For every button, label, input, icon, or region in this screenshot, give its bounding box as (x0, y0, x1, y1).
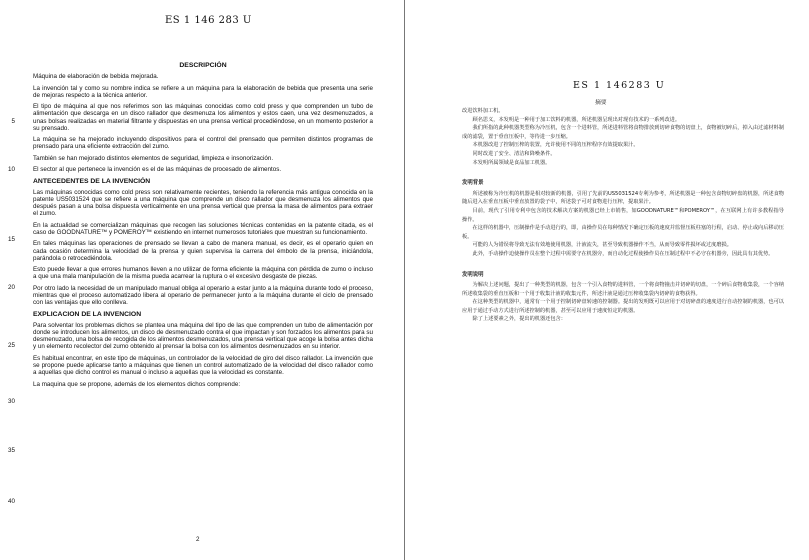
line-number: 10 (8, 166, 15, 173)
doc-number: ES 1 146283 U (573, 80, 666, 91)
line-number: 5 (11, 118, 15, 125)
section-heading-background: ANTECEDENTES DE LA INVENCIÓN (33, 177, 151, 185)
paragraph: 本机器改进了控制压榨的装置，允许使用不同的压榨程序有效提取果汁。 (472, 142, 639, 149)
line-number: 40 (8, 498, 15, 505)
paragraph: Por otro lado la necesidad de un manipulado manual obliga al operario a estar junto a la máquina durante todo el proceso, mientras que el proceso automatizado libera al operario de permanecer junto a la máquina durante el ciclo de prensado con las ventajas que ello conlleva. (33, 284, 373, 307)
paragraph: La maquina que se propone, además de los elementos dichos comprende: (33, 380, 241, 388)
paragraph: 在这种类型的机器中，通常有一个用于控制切碎盘转速的控制器。提出的发明既可以应用于对切碎盘的速度进行自动控制的机器，也可以应用于通过手动方式进行所述控制的机器，甚至可以应用于速度恒定的机器。 (462, 299, 784, 314)
paragraph: 所述被称为冷压机的机器是相对较新的机器，引用了先前的US5031524专利为参考，所述机器是一种包含食物切碎盘的机器，所述食物随后进入在垂直压板中垂直放置的袋子中，所述袋子可对食物进行压榨，提取果汁。 (462, 190, 784, 206)
paragraph: Para solventar los problemas dichos se plantea una máquina del tipo de las que comprenden un tubo de alimentación por donde se introducen los alimentos, un disco de desmenuzado contra el que impactan y son forzados los alimentos para su desmenuzado, una bolsa de recogida de los alimentos desmenuzados, una prensa vertical que acoge la bolsa antes dicha y un elemento recolector del zumo obtenido al prensar la bolsa con los alimentos desmenuzados en su interior. (33, 321, 373, 351)
paragraph: Esto puede llevar a que errores humanos lleven a no utilizar de forma eficiente la máquina con pérdida de zumo o incluso a que una mala manipulación de la misma pueda acarrear la ruptura o el excesivo desgaste de piezas. (33, 266, 373, 281)
line-number: 25 (8, 342, 15, 349)
line-number: 15 (8, 236, 15, 243)
left-page-body (33, 62, 373, 392)
section-heading-explanation: EXPLICACION DE LA INVENCION (33, 310, 142, 318)
paragraph: 顾名思义，本发明是一种用于加工饮料的机器，所述机器呈现出对现有技术的一系列改进。 (472, 116, 681, 123)
paragraph: 本发明所属领域是食品加工机器。 (472, 159, 551, 166)
description-heading: DESCRIPCIÓN (179, 62, 227, 69)
section-heading-background: 发明背景 (462, 180, 484, 187)
paragraph: 在这样的机器中，压制操作是手动进行的，即，由操作员在每种情况下确定压板的速度并监督压板柱塞的行程，启动、停止或向后移动压板。 (462, 225, 784, 240)
paragraph: Es habitual encontrar, en este tipo de máquinas, un controlador de la velocidad de giro del disco rallador. La invención que se propone puede aplicarse tanto a máquinas que tienen un control automatizado de la velocidad del disco rallador como a aquellas que dicho control es manual o incluso a aquellas que la velocidad es constante. (33, 354, 373, 377)
right-page-chinese (405, 0, 809, 560)
paragraph: Las máquinas conocidas como cold press son relativamente recientes, teniendo la referencia más antigua conocida en la patente US5031524 que se refiere a una máquina que comprende un disco rallador que desmenuza los alimentos que después pasan a una bolsa dispuesta verticalmente en una prensa vertical que prensa la masa de alimentos para extraer el zumo. (33, 188, 373, 218)
section-heading-explanation: 发明说明 (462, 271, 484, 278)
paragraph: En la actualidad se comercializan máquinas que recogen las soluciones técnicas contenidas en la patente citada, es el caso de GOODNATURE™ y POMEROY™ existiendo en internet numerosos tutoriales que muestran su funcionamiento. (33, 221, 373, 236)
line-number: 30 (8, 398, 15, 405)
paragraph: La invención tal y como su nombre indica se refiere a un máquina para la elaboración de bebida que presenta una serie de mejoras respecto a la técnica anterior. (33, 84, 373, 99)
paragraph: También se han mejorado distintos elementos de seguridad, limpieza e insonorización. (33, 154, 274, 162)
paragraph: 目前，现代了引用专利中包含的技术解决方案的机器已经上市销售，如GOODNATURE™和POMEROY™，在互联网上有许多教程指导操作。 (462, 207, 784, 223)
paragraph: El sector al que pertenece la invención es el de las máquinas de procesado de alimentos. (33, 166, 282, 174)
paragraph: 我们所指的此种机器类型称为冷压机，包含一个进料管，所述进料管将食物排放到切碎食物的切盘上，食物被切碎后，掉入由过滤材料制成的滤袋，置于垂直压板中，等待进一步压缩。 (462, 125, 784, 140)
paragraph: El tipo de máquina al que nos referimos son las máquinas conocidas como cold press y que comprenden un tubo de alimentación que descarga en un disco rallador que desmenuza los alimentos y estos caen, una vez desmenuzados, a unas bolsas realizadas en material filtrante y dispuestas en una prensa vertical procediéndose, en un momento posterior a su prensado. (33, 103, 373, 132)
left-page-spanish (0, 0, 404, 560)
paragraph: Máquina de elaboración de bebida mejorada. (33, 73, 159, 81)
paragraph: 此外，手动操作迫使操作员在整个过程中需要守在机器旁，而自动化过程使操作员在压制过程中不必守在机器旁，因此具有其优势。 (472, 250, 774, 257)
paragraph: 除了上述要素之外，提出的机器还包含： (472, 316, 566, 323)
line-number: 20 (8, 284, 15, 291)
paragraph: 为解决上述问题，提出了一种类型的机器，包含一个引入食物的进料管，一个将食物撞击并切碎的切盘，一个碎后食物收集袋，一个容纳所述收集袋的垂直压板和一个用于收集汁液的收集元件，所述汁液是通过压榨收集袋内切碎的食物获得。 (462, 282, 784, 297)
paragraph: 同时改进了安全、清洁和降噪条件。 (472, 150, 556, 157)
right-page-body (462, 107, 784, 324)
paragraph: 可能的人为错误将导致无法有效地使用机器，汁液流失，甚至导致机器操作不当，从而导致零件损坏或过度磨损。 (472, 242, 732, 249)
line-number: 35 (8, 447, 15, 454)
paragraph: La máquina se ha mejorado incluyendo dispositivos para el control del prensado que permiten distintos programas de prensado para una eficiente extracción del zumo. (33, 136, 373, 151)
doc-number: ES 1 146 283 U (165, 15, 252, 26)
page-number: 2 (196, 536, 200, 543)
abstract-label: 摘要 (595, 100, 607, 106)
paragraph: En tales máquinas las operaciones de prensado se llevan a cabo de manera manual, es decir, es el operario quien en cada ocasión determina la velocidad de la prensa y quien supervisa la carrera del émbolo de la prensa, iniciándola, parándola o retrocediéndola. (33, 240, 373, 262)
paragraph: 改进饮料加工机。 (462, 108, 504, 114)
